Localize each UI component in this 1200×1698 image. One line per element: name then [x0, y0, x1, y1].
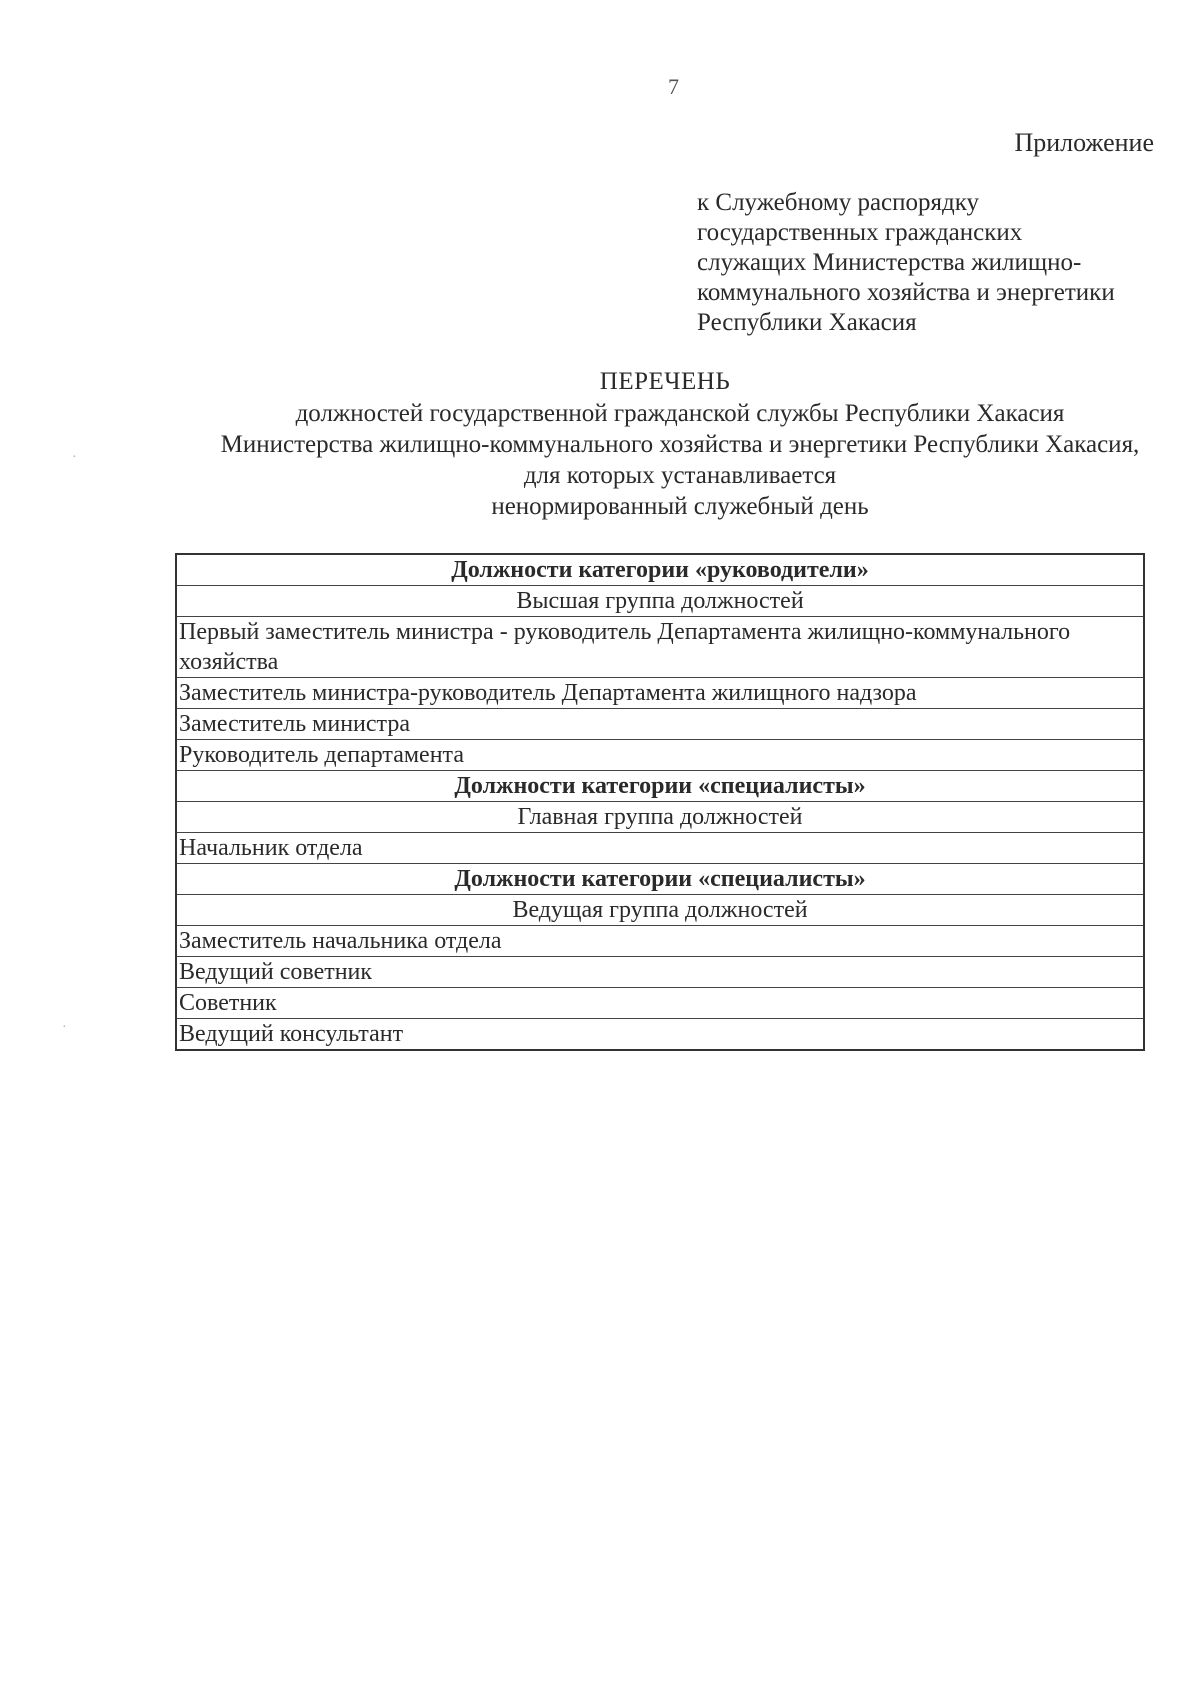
position-cell: Первый заместитель министра - руководитель Департамента жилищно-коммунального хозяйства: [176, 617, 1144, 678]
table-row: [176, 895, 1144, 926]
group-heading: Ведущая группа должностей: [176, 895, 1144, 926]
group-heading: Главная группа должностей: [176, 802, 1144, 833]
position-cell: Ведущий консультант: [176, 1019, 1144, 1051]
subtitle-line: для которых устанавливается: [523, 462, 837, 489]
table-row: [176, 864, 1144, 895]
table-row: [176, 926, 1144, 957]
document-subtitle: [170, 398, 1190, 522]
appendix-ref-line: государственных гражданских: [697, 219, 1023, 246]
category-heading: Должности категории «специалисты»: [176, 771, 1144, 802]
table-row: [176, 740, 1144, 771]
position-cell: Заместитель министра-руководитель Департамента жилищного надзора: [176, 678, 1144, 709]
category-heading: Должности категории «специалисты»: [176, 864, 1144, 895]
group-heading: Высшая группа должностей: [176, 586, 1144, 617]
subtitle-line: Министерства жилищно-коммунального хозяйства и энергетики Республики Хакасия,: [220, 431, 1140, 458]
table-row: [176, 709, 1144, 740]
page-number: 7: [668, 74, 679, 99]
appendix-ref-line: коммунального хозяйства и энергетики: [697, 279, 1115, 306]
position-cell: Заместитель начальника отдела: [176, 926, 1144, 957]
appendix-ref-line: к Служебному распорядку: [697, 189, 980, 216]
position-cell: Руководитель департамента: [176, 740, 1144, 771]
position-cell: Заместитель министра: [176, 709, 1144, 740]
table-row: [176, 988, 1144, 1019]
appendix-reference: [697, 188, 1115, 338]
table-row: [176, 554, 1144, 586]
appendix-label: Приложение: [1014, 128, 1154, 157]
position-cell: Советник: [176, 988, 1144, 1019]
category-heading: Должности категории «руководители»: [176, 554, 1144, 586]
table-row: [176, 833, 1144, 864]
positions-table: [175, 553, 1145, 1051]
table-row: [176, 802, 1144, 833]
scan-artifact: ·: [62, 1020, 67, 1035]
table-row: [176, 771, 1144, 802]
scan-artifact: ·: [72, 450, 77, 465]
position-cell: Начальник отдела: [176, 833, 1144, 864]
appendix-ref-line: Республики Хакасия: [697, 309, 917, 336]
subtitle-line: ненормированный служебный день: [491, 493, 869, 520]
appendix-ref-line: служащих Министерства жилищно-: [697, 249, 1082, 276]
table-row: [176, 586, 1144, 617]
table-row: [176, 1019, 1144, 1051]
position-cell: Ведущий советник: [176, 957, 1144, 988]
table-row: [176, 617, 1144, 678]
table-row: [176, 678, 1144, 709]
table-row: [176, 957, 1144, 988]
subtitle-line: должностей государственной гражданской службы Республики Хакасия: [295, 400, 1065, 427]
document-title: ПЕРЕЧЕНЬ: [599, 368, 731, 395]
